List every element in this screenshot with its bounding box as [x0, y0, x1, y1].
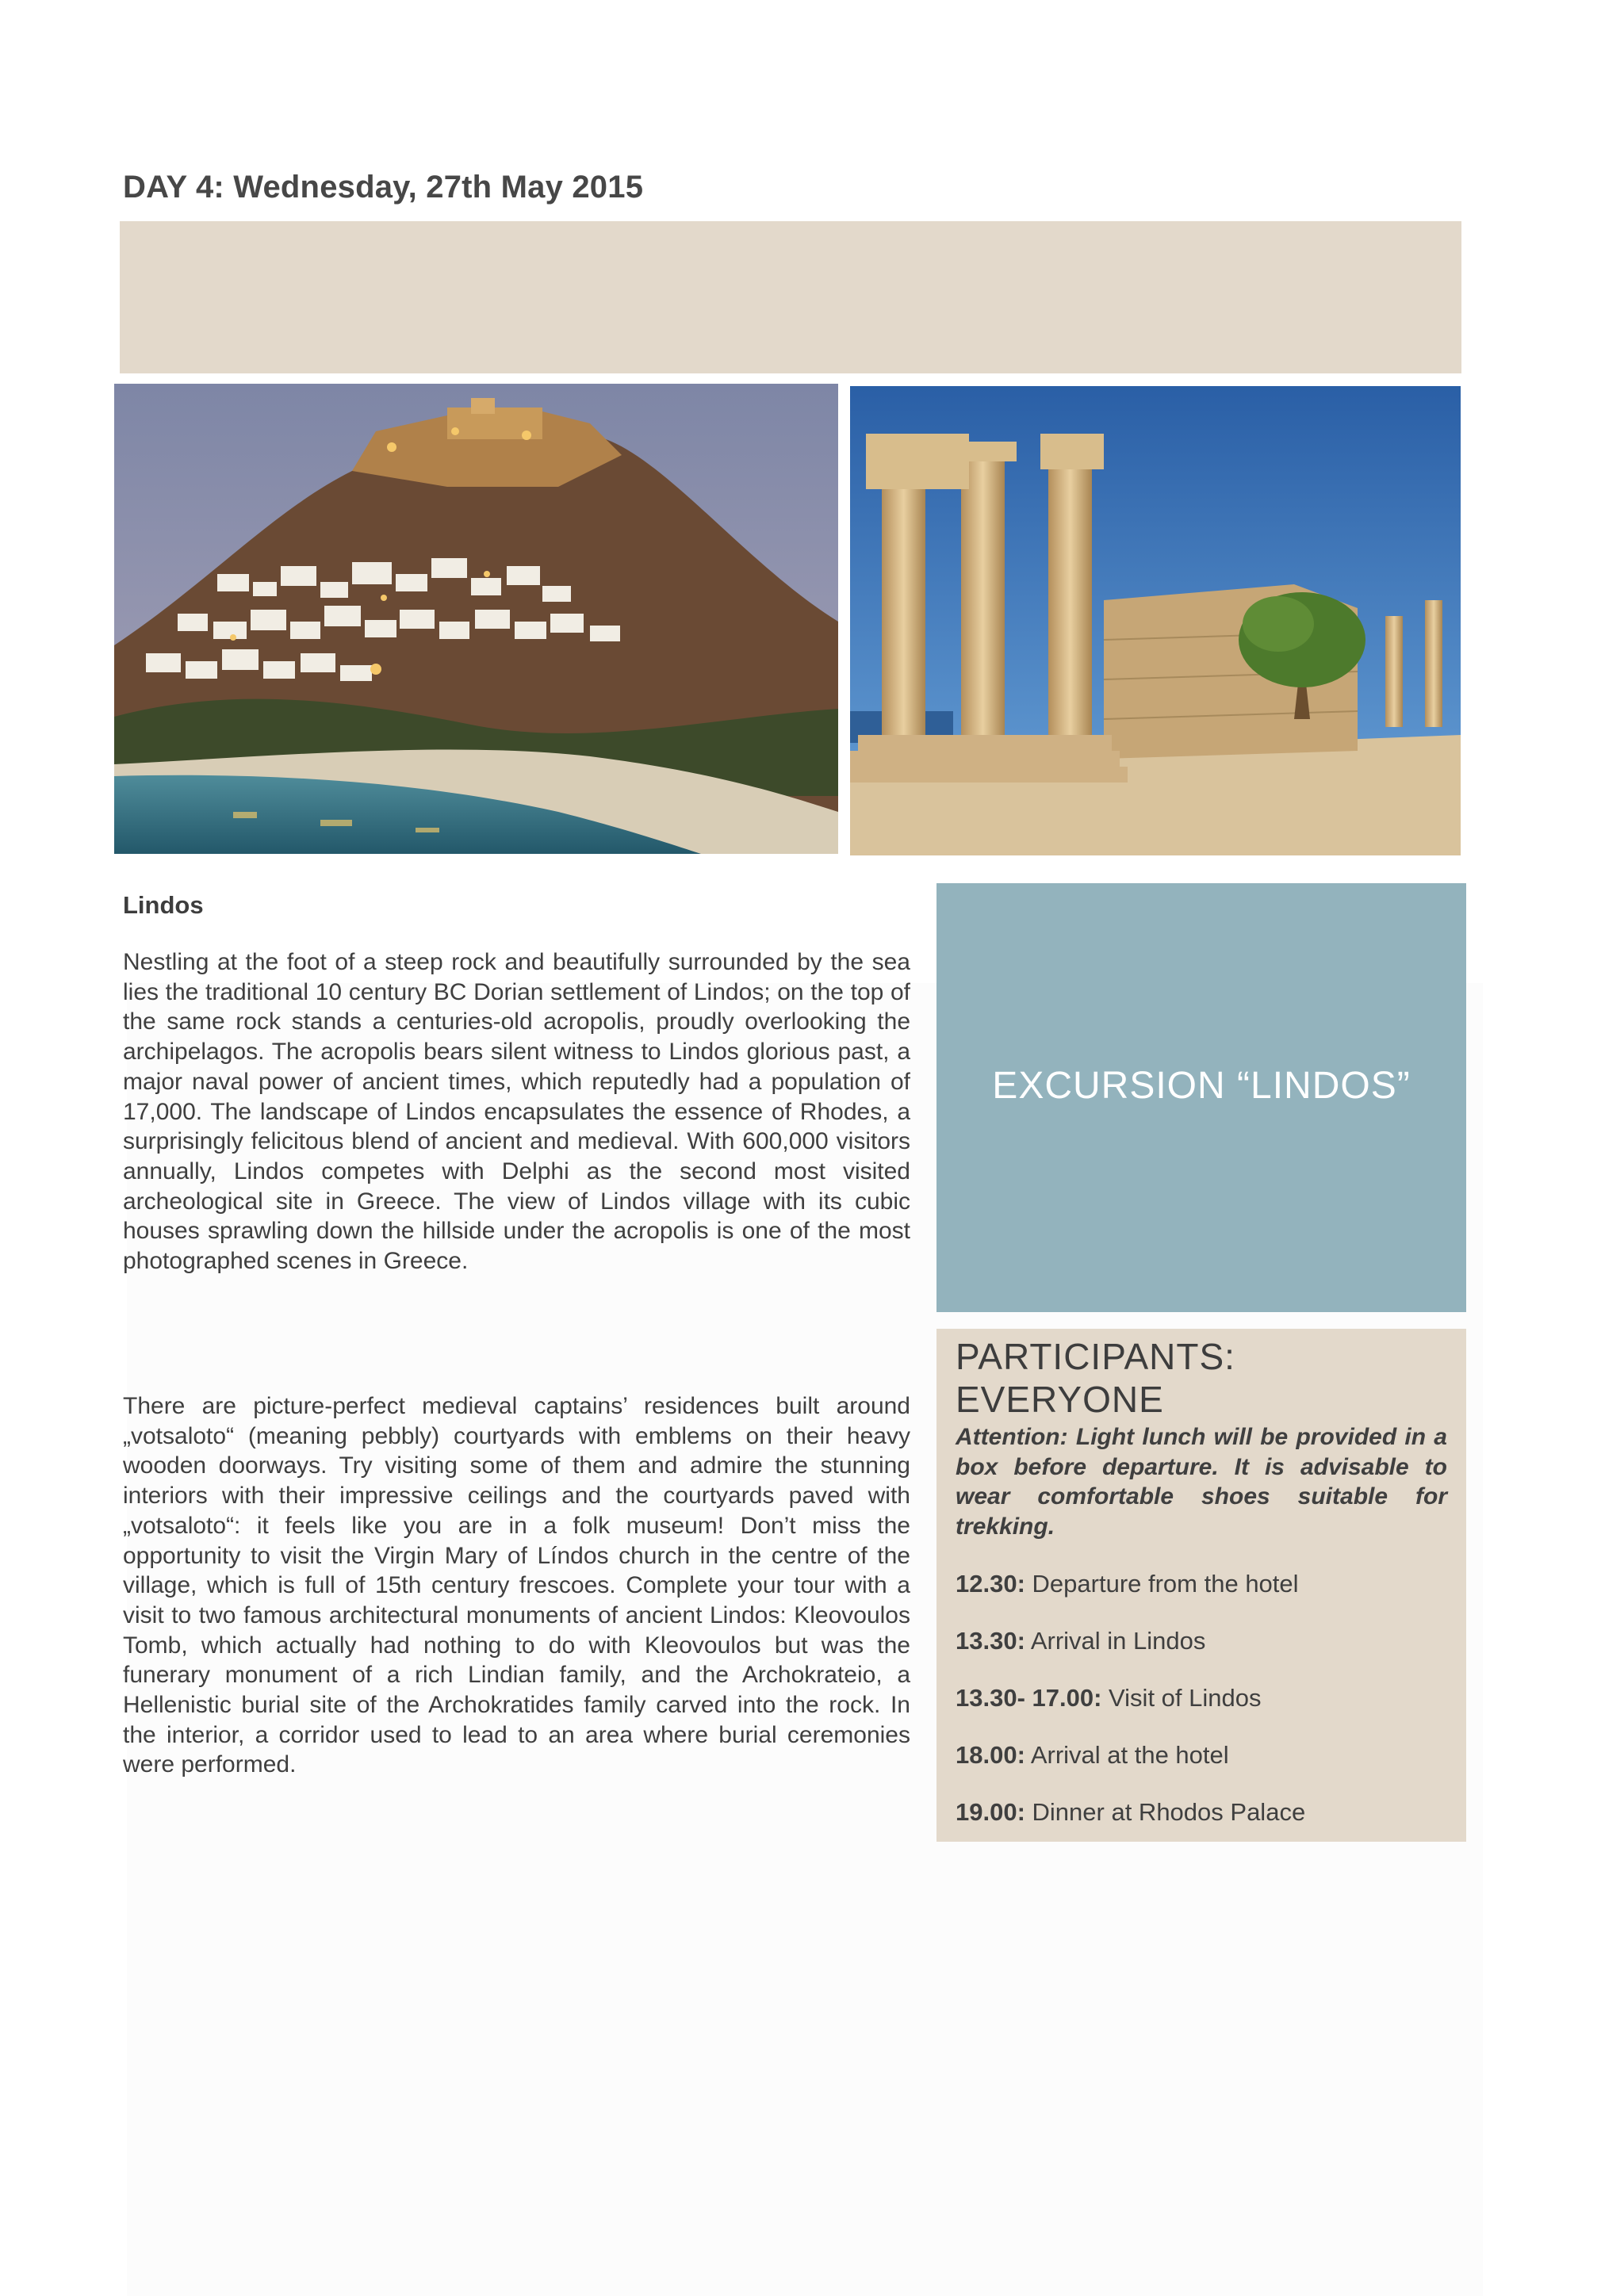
lindos-village-photo: [114, 384, 838, 854]
schedule-text: Arrival at the hotel: [1030, 1740, 1229, 1769]
schedule-text: Visit of Lindos: [1109, 1683, 1262, 1712]
schedule-text: Dinner at Rhodos Palace: [1032, 1797, 1306, 1826]
schedule-item: [956, 1797, 1447, 1827]
schedule-time: 12.30:: [956, 1569, 1025, 1598]
temple-columns-photo: [850, 386, 1461, 855]
schedule-text: Arrival in Lindos: [1030, 1626, 1206, 1655]
article-paragraph: There are picture-perfect medieval captains’ residences built around „votsaloto“ (meaning pebbly) courtyards with emblems on their heavy wooden doorways. Try visiting some of them and admire the stunning interiors with their impressive ceilings and the courtyards paved with „votsaloto“: it feels like you are in a folk museum! Don’t miss the opportunity to visit the Virgin Mary of Líndos church in the centre of the village, which is full of 15th century frescoes. Complete your tour with a visit to two famous architectural monuments of ancient Lindos: Kleovoulos Tomb, which actually had nothing to do with Kleovoulos but was the funerary monument of a rich Lindian family, and the Archokrateio, a Hellenistic burial site of the Archokratides family carved into the rock. In the interior, a corridor used to lead to an area where burial ceremonies were performed.: [123, 1393, 910, 1778]
section-heading: Lindos: [123, 891, 204, 919]
schedule-item: [956, 1569, 1447, 1599]
participants-heading: PARTICIPANTS: EVERYONE: [956, 1336, 1235, 1420]
excursion-title-box: [936, 883, 1466, 1312]
excursion-title: EXCURSION “LINDOS”: [992, 1065, 1411, 1107]
day-title: DAY 4: Wednesday, 27th May 2015: [123, 170, 644, 205]
schedule-time: 18.00:: [956, 1740, 1025, 1769]
schedule-time: 13.30- 17.00:: [956, 1683, 1102, 1712]
schedule-time: 19.00:: [956, 1797, 1025, 1826]
header-banner: [120, 221, 1461, 373]
schedule-item: [956, 1683, 1447, 1713]
schedule-item: [956, 1740, 1447, 1770]
attention-note: Attention: Light lunch will be provided in a box before departure. It is advisable to wear comfortable shoes suitable for trekking.: [956, 1424, 1447, 1540]
schedule-time: 13.30:: [956, 1626, 1025, 1655]
schedule-box: [936, 1329, 1466, 1842]
schedule-list: [956, 1569, 1447, 1827]
article-paragraph: Nestling at the foot of a steep rock and beautifully surrounded by the sea lies the traditional 10 century BC Dorian settlement of Lindos; on the top of the same rock stands a centuries-old acropolis, proudly overlooking the archipelagos. The acropolis bears silent witness to Lindos glorious past, a major naval power of ancient times, which reputedly had a population of 17,000. The landscape of Lindos encapsulates the essence of Rhodes, a surprisingly felicitous blend of ancient and medieval. With 600,000 visitors annually, Lindos competes with Delphi as the second most visited archeological site in Greece. The view of Lindos village with its cubic houses sprawling down the hillside under the acropolis is one of the most photographed scenes in Greece.: [123, 949, 910, 1275]
schedule-item: [956, 1626, 1447, 1656]
schedule-text: Departure from the hotel: [1032, 1569, 1299, 1598]
